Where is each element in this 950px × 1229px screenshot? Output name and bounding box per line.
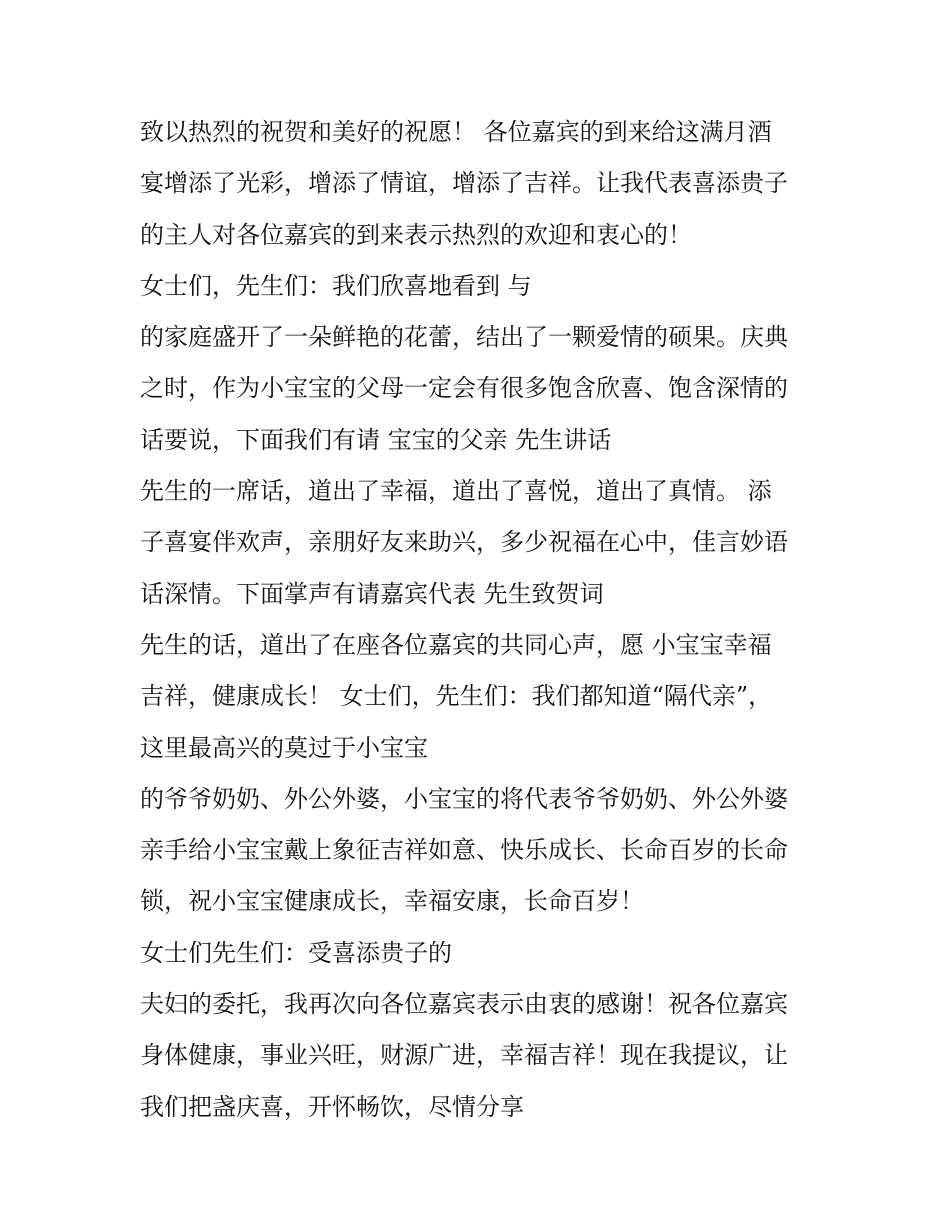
text-line: 的主人对各位嘉宾的到来表示热烈的欢迎和衷心的！ <box>140 220 692 249</box>
text-line: 夫妇的委托，我再次向各位嘉宾表示由衷的感谢！祝各位嘉宾 <box>140 990 788 1019</box>
text-line: 话要说，下面我们有请 宝宝的父亲 先生讲话 <box>140 425 612 454</box>
text-line: 先生的话，道出了在座各位嘉宾的共同心声，愿 小宝宝幸福 <box>140 630 772 659</box>
text-line: 致以热烈的祝贺和美好的祝愿！ 各位嘉宾的到来给这满月酒 <box>140 118 772 146</box>
document-body <box>140 107 840 1133</box>
text-line: 宴增添了光彩，增添了情谊，增添了吉祥。让我代表喜添贵子 <box>140 169 788 198</box>
text-line: 先生的一席话，道出了幸福，道出了喜悦，道出了真情。 添 <box>140 477 772 506</box>
text-line: 的爷爷奶奶、外公外婆，小宝宝的将代表爷爷奶奶、外公外婆 <box>140 784 788 813</box>
text-line: 之时，作为小宝宝的父母一定会有很多饱含欣喜、饱含深情的 <box>140 374 788 403</box>
text-line: 亲手给小宝宝戴上象征吉祥如意、快乐成长、长命百岁的长命 <box>140 836 788 865</box>
text-line: 话深情。下面掌声有请嘉宾代表 先生致贺词 <box>140 579 604 608</box>
text-line: 女士们先生们：受喜添贵子的 <box>140 938 452 967</box>
text-line: 这里最高兴的莫过于小宝宝 <box>140 733 428 762</box>
text-line: 吉祥，健康成长！ 女士们，先生们：我们都知道“隔代亲”， <box>140 682 773 711</box>
text-line: 身体健康，事业兴旺，财源广进，幸福吉祥！现在我提议，让 <box>140 1041 788 1070</box>
text-line: 子喜宴伴欢声，亲朋好友来助兴，多少祝福在心中，佳言妙语 <box>140 528 788 557</box>
text-line: 我们把盏庆喜，开怀畅饮，尽情分享 <box>140 1092 524 1121</box>
text-line: 锁，祝小宝宝健康成长，幸福安康，长命百岁！ <box>140 887 644 916</box>
text-line: 女士们，先生们：我们欣喜地看到 与 <box>140 271 532 300</box>
text-line: 的家庭盛开了一朵鲜艳的花蕾，结出了一颗爱情的硕果。庆典 <box>140 323 788 352</box>
